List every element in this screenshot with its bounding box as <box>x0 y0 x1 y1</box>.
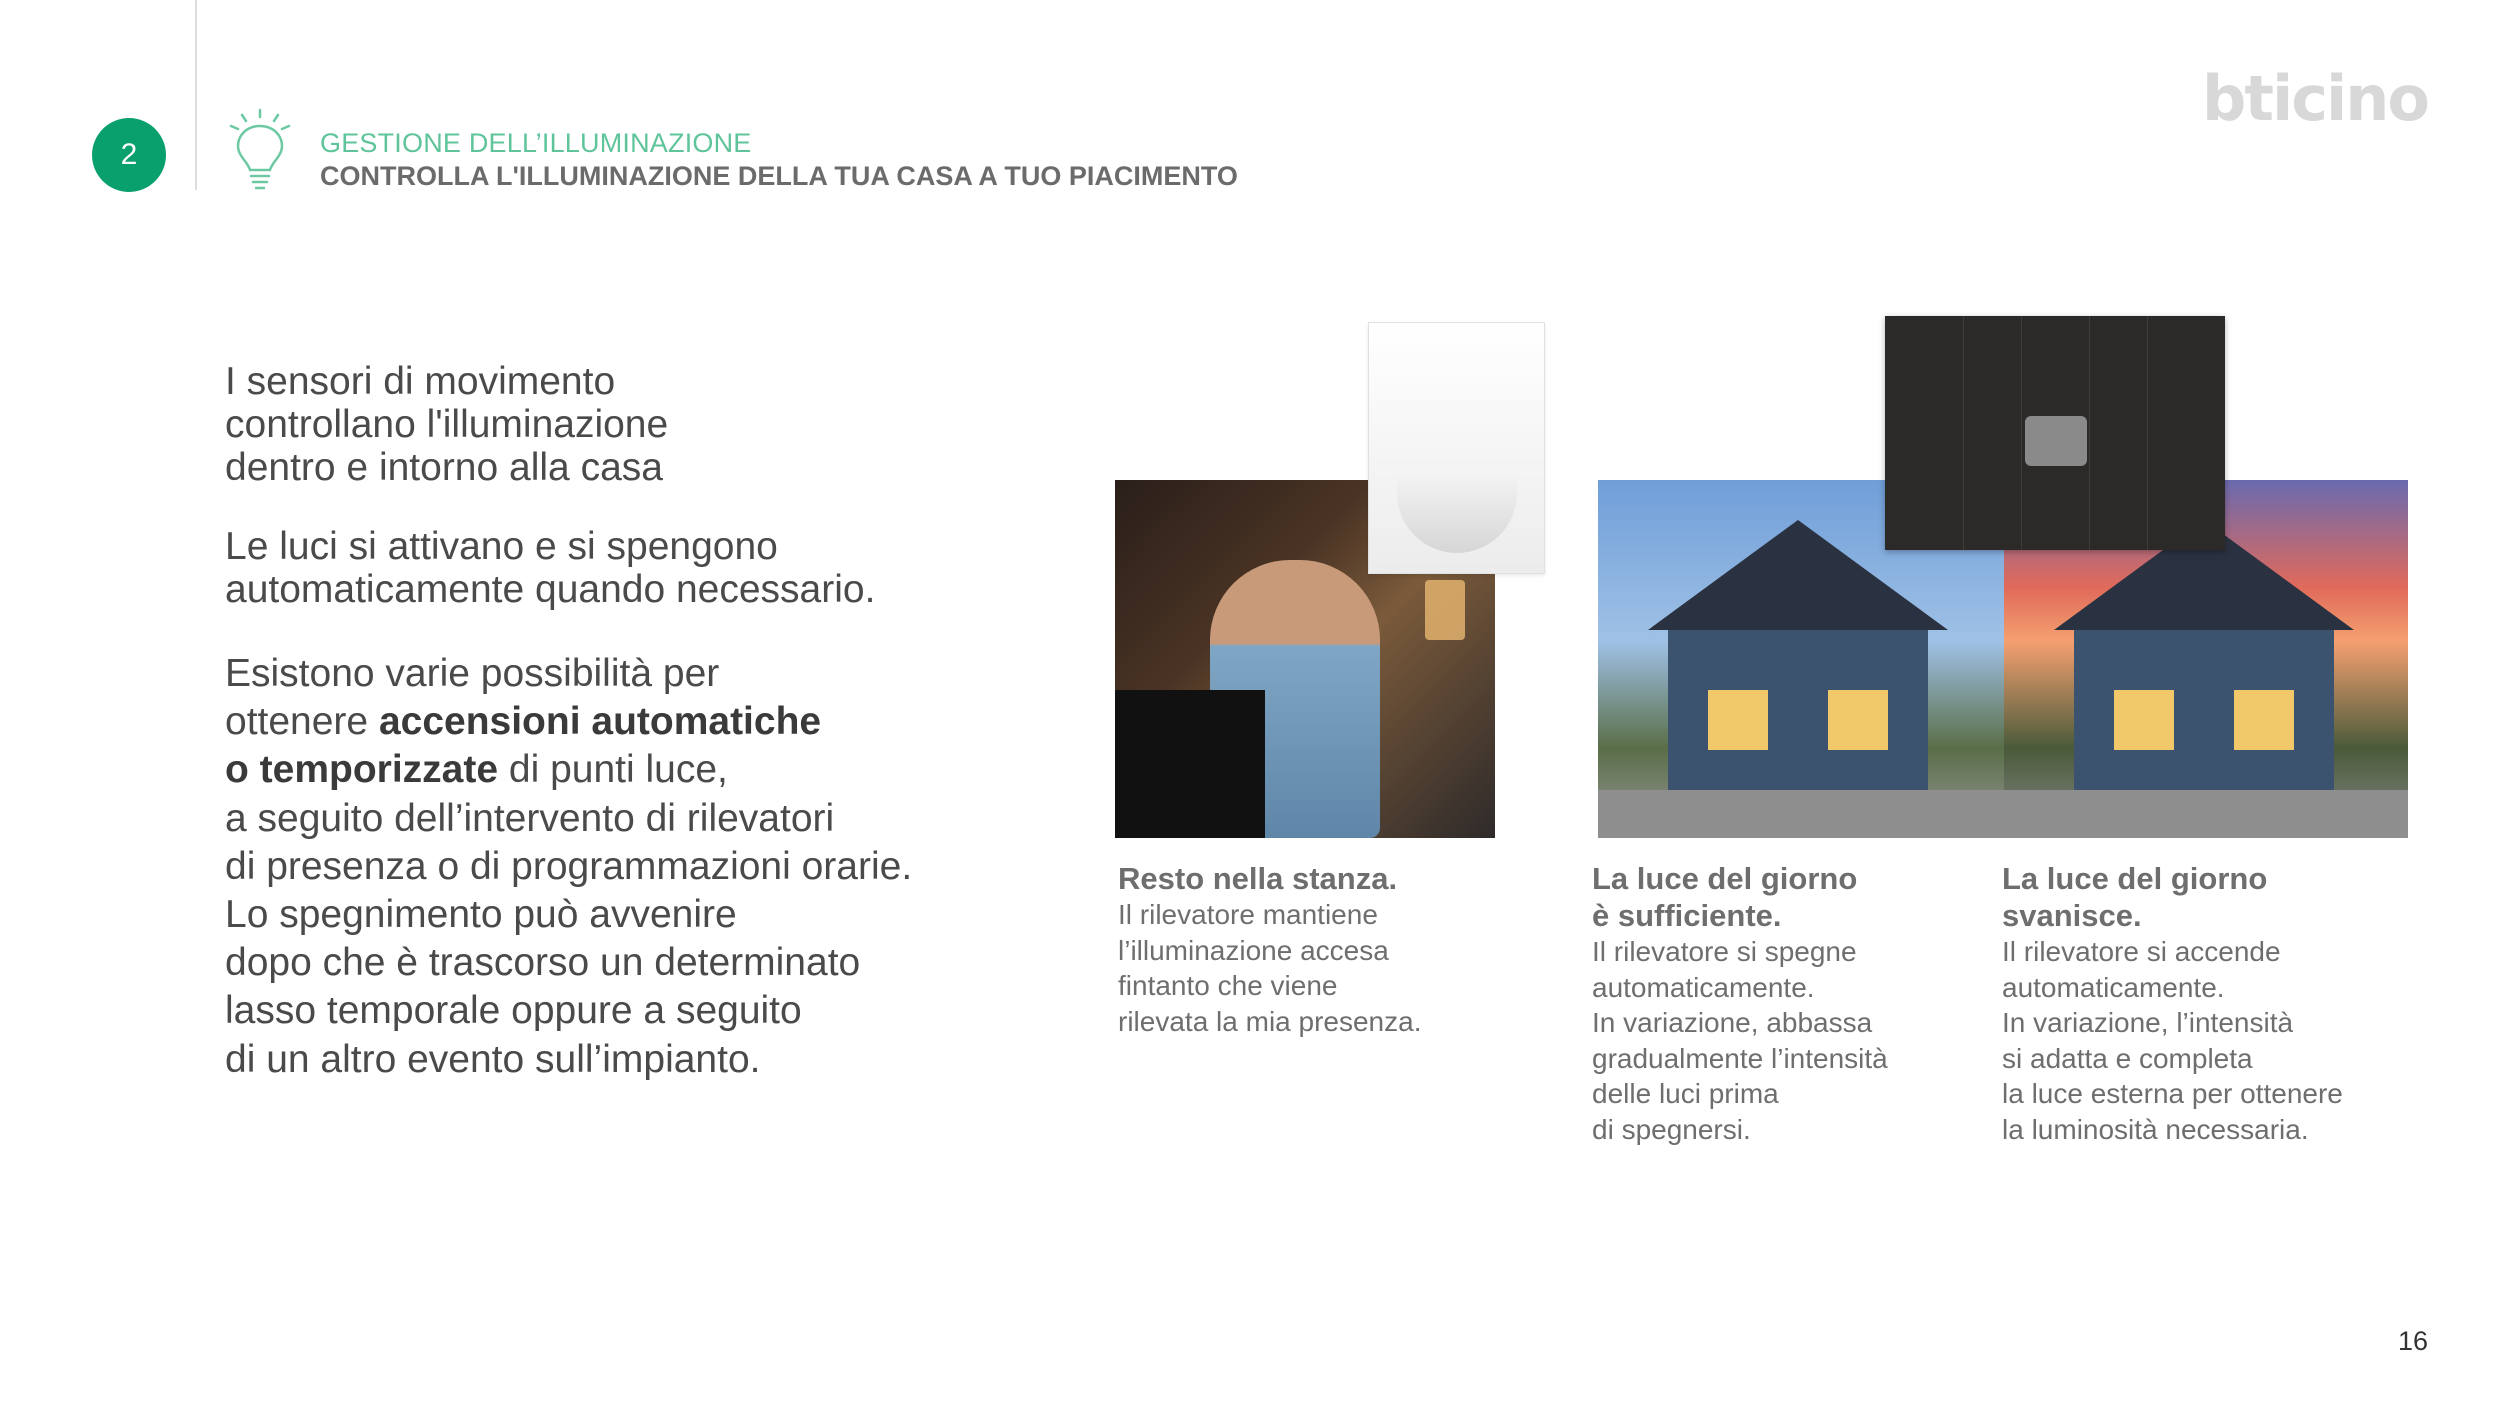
intro-line: dopo che è trascorso un determinato <box>225 941 861 985</box>
intro-text: ottenere <box>225 700 379 744</box>
caption-line: Il rilevatore mantiene <box>1118 899 1378 930</box>
header-divider <box>195 0 197 190</box>
intro-line: di presenza o di programmazioni orarie. <box>225 844 913 888</box>
caption-heading: è sufficiente. <box>1592 898 1782 933</box>
intro-line: automaticamente quando necessario. <box>225 568 876 611</box>
intro-line <box>225 746 912 794</box>
intro-line: controllano l'illuminazione <box>225 403 669 446</box>
photo-presence-sensor-dark <box>1885 316 2225 550</box>
caption-line: gradualmente l’intensità <box>1592 1042 1888 1074</box>
photo-motion-sensor-white <box>1368 322 1545 574</box>
caption-line: si adatta e completa <box>2002 1042 2253 1074</box>
intro-line: dentro e intorno alla casa <box>225 446 663 489</box>
intro-line: Esistono varie possibilità per <box>225 652 720 695</box>
caption-line: la luminosità necessaria. <box>2002 1113 2309 1145</box>
caption-line: In variazione, abbassa <box>1592 1007 1873 1038</box>
intro-line: di un altro evento sull’impianto. <box>225 1037 761 1081</box>
house-window <box>2114 690 2174 750</box>
intro-paragraph-3 <box>225 650 912 1084</box>
intro-paragraph-1 <box>225 360 668 489</box>
intro-paragraph-2 <box>225 525 875 611</box>
caption-line: delle luci prima <box>1592 1078 1779 1109</box>
caption-line: In variazione, l’intensità <box>2002 1007 2294 1038</box>
caption-heading: La luce del giorno <box>1592 861 1858 896</box>
house-window <box>1828 690 1888 750</box>
house-window <box>2234 690 2294 750</box>
house-ground <box>1598 790 2004 838</box>
caption-line: automaticamente. <box>1592 971 1815 1003</box>
caption-line: l’illuminazione accesa <box>1118 934 1389 966</box>
caption-stay-in-room <box>1118 860 1538 1039</box>
caption-line: automaticamente. <box>2002 971 2225 1003</box>
intro-line <box>225 698 912 746</box>
caption-line: la luce esterna per ottenere <box>2002 1078 2343 1109</box>
house-wall <box>2074 630 2334 790</box>
intro-line: lasso temporale oppure a seguito <box>225 989 802 1033</box>
panel-divider <box>2089 316 2090 550</box>
intro-line: I sensori di movimento <box>225 360 616 403</box>
lightbulb-icon <box>228 108 292 192</box>
house-wall <box>1668 630 1928 790</box>
section-number-badge <box>92 118 166 192</box>
intro-text: di punti luce, <box>498 748 728 792</box>
intro-line: a seguito dell’intervento di rilevatori <box>225 796 835 840</box>
caption-line: rilevata la mia presenza. <box>1118 1005 1422 1037</box>
sensor-lens <box>2025 416 2087 466</box>
intro-emphasis: o temporizzate <box>225 748 499 792</box>
house-ground <box>2004 790 2408 838</box>
caption-heading: svanisce. <box>2002 898 2142 933</box>
section-number: 2 <box>120 138 138 171</box>
panel-divider <box>2021 316 2022 550</box>
section-subtitle: CONTROLLA L'ILLUMINAZIONE DELLA TUA CASA A TUO PIACIMENTO <box>320 161 1238 191</box>
intro-line: Lo spegnimento può avvenire <box>225 893 737 937</box>
caption-heading: Resto nella stanza. <box>1118 861 1398 896</box>
caption-line: di spegnersi. <box>1592 1113 1751 1145</box>
caption-heading: La luce del giorno <box>2002 861 2268 896</box>
brand-logo: bticino <box>2201 62 2428 135</box>
caption-daylight-fades <box>2002 860 2422 1147</box>
photo-lamp <box>1425 580 1465 640</box>
photo-monitor <box>1115 690 1265 838</box>
caption-line: Il rilevatore si spegne <box>1592 936 1857 967</box>
sensor-dome <box>1397 473 1517 553</box>
intro-line: Le luci si attivano e si spengono <box>225 525 778 568</box>
page-number: 16 <box>2397 1326 2428 1356</box>
intro-emphasis: accensioni automatiche <box>378 700 822 744</box>
panel-divider <box>1963 316 1964 550</box>
panel-divider <box>2147 316 2148 550</box>
caption-line: fintanto che viene <box>1118 970 1338 1001</box>
caption-daylight-sufficient <box>1592 860 1992 1147</box>
house-window <box>1708 690 1768 750</box>
section-kicker: GESTIONE DELL’ILLUMINAZIONE <box>320 128 752 158</box>
caption-line: Il rilevatore si accende <box>2002 936 2281 967</box>
